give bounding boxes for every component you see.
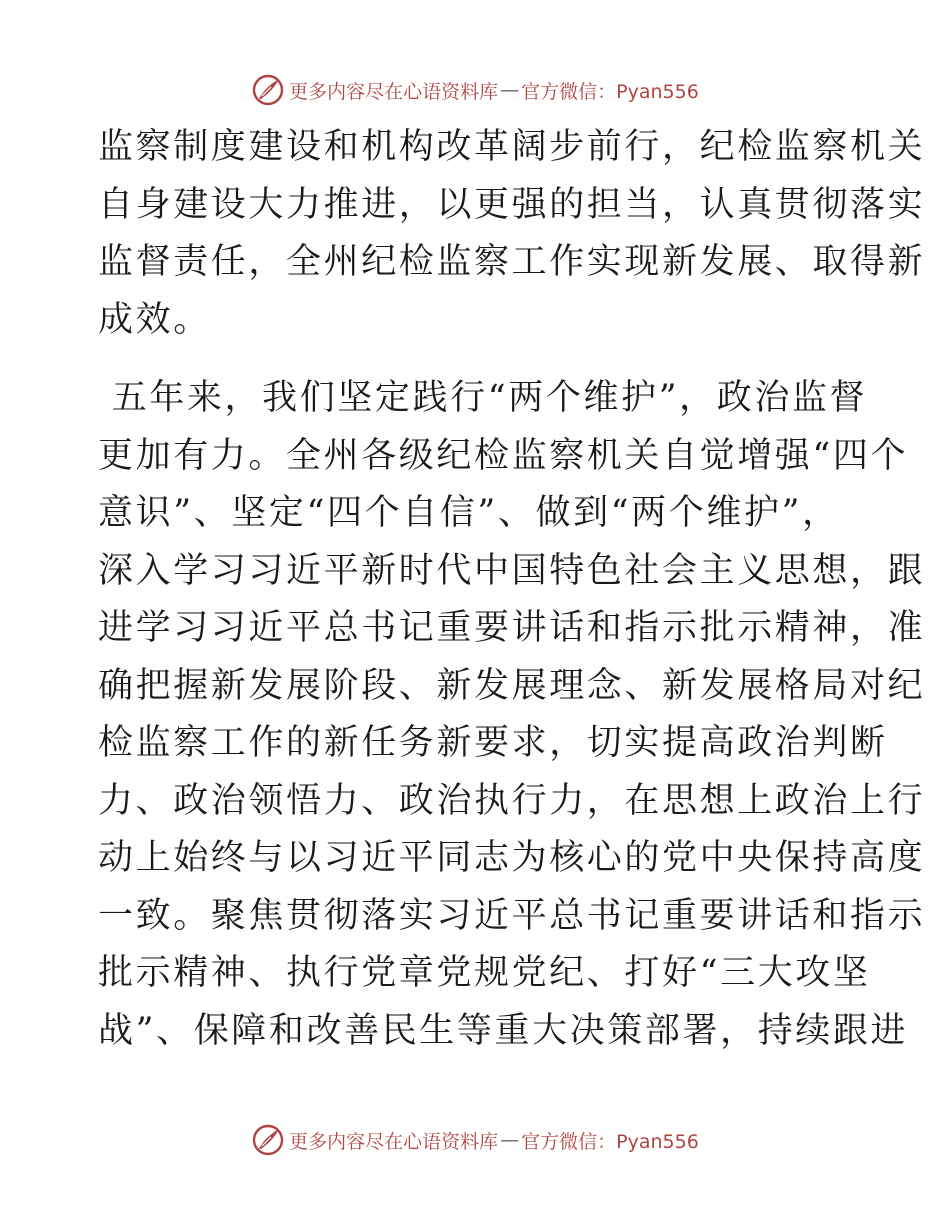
text-line: 检监察工作的新任务新要求，切实提高政治判断 [98,723,888,763]
text-line: 监察制度建设和机构改革阔步前行，纪检监察机关 [98,127,926,167]
text-line: 批示精神、执行党章党规党纪、打好“三大攻坚 [98,953,871,993]
text-line: 动上始终与以习近平同志为核心的党中央保持高度 [98,838,926,878]
paragraph-2 [98,370,926,1060]
text-line: 更加有力。全州各级纪检监察机关自觉增强“四个 [98,435,909,476]
footer-watermark [0,1120,950,1160]
text-line: 力、政治领悟力、政治执行力，在思想上政治上行 [98,780,926,821]
watermark-text: 更多内容尽在心语资料库 [289,80,499,103]
watermark-separator: — [500,1129,520,1151]
watermark-contact: 官方微信：Pyan556 [521,80,699,103]
text-line: 一致。聚焦贯彻落实习近平总书记重要讲话和指示 [98,895,926,936]
quill-seal-icon [251,1123,285,1157]
quill-seal-icon [251,73,285,107]
text-line: 确把握新发展阶段、新发展理念、新发展格局对纪 [98,665,926,706]
text-line: 成效。 [98,299,211,340]
paragraph-1 [98,119,926,349]
watermark-text: 更多内容尽在心语资料库 [289,1130,499,1153]
text-line: 意识”、坚定“四个自信”、做到“两个维护”， [98,493,840,533]
text-line: 进学习习近平总书记重要讲话和指示批示精神，准 [98,608,926,648]
watermark-contact: 官方微信：Pyan556 [521,1130,699,1153]
document-body [98,119,926,1060]
text-line: 深入学习习近平新时代中国特色社会主义思想，跟 [98,550,926,591]
text-line: 战”、保障和改善民生等重大决策部署，持续跟进 [98,1010,909,1051]
text-line: 监督责任，全州纪检监察工作实现新发展、取得新 [98,242,926,282]
text-line: 五年来，我们坚定践行“两个维护”，政治监督 [98,378,868,418]
header-watermark [0,70,950,110]
watermark-separator: — [500,79,520,101]
text-line: 自身建设大力推进，以更强的担当，认真贯彻落实 [98,184,926,225]
